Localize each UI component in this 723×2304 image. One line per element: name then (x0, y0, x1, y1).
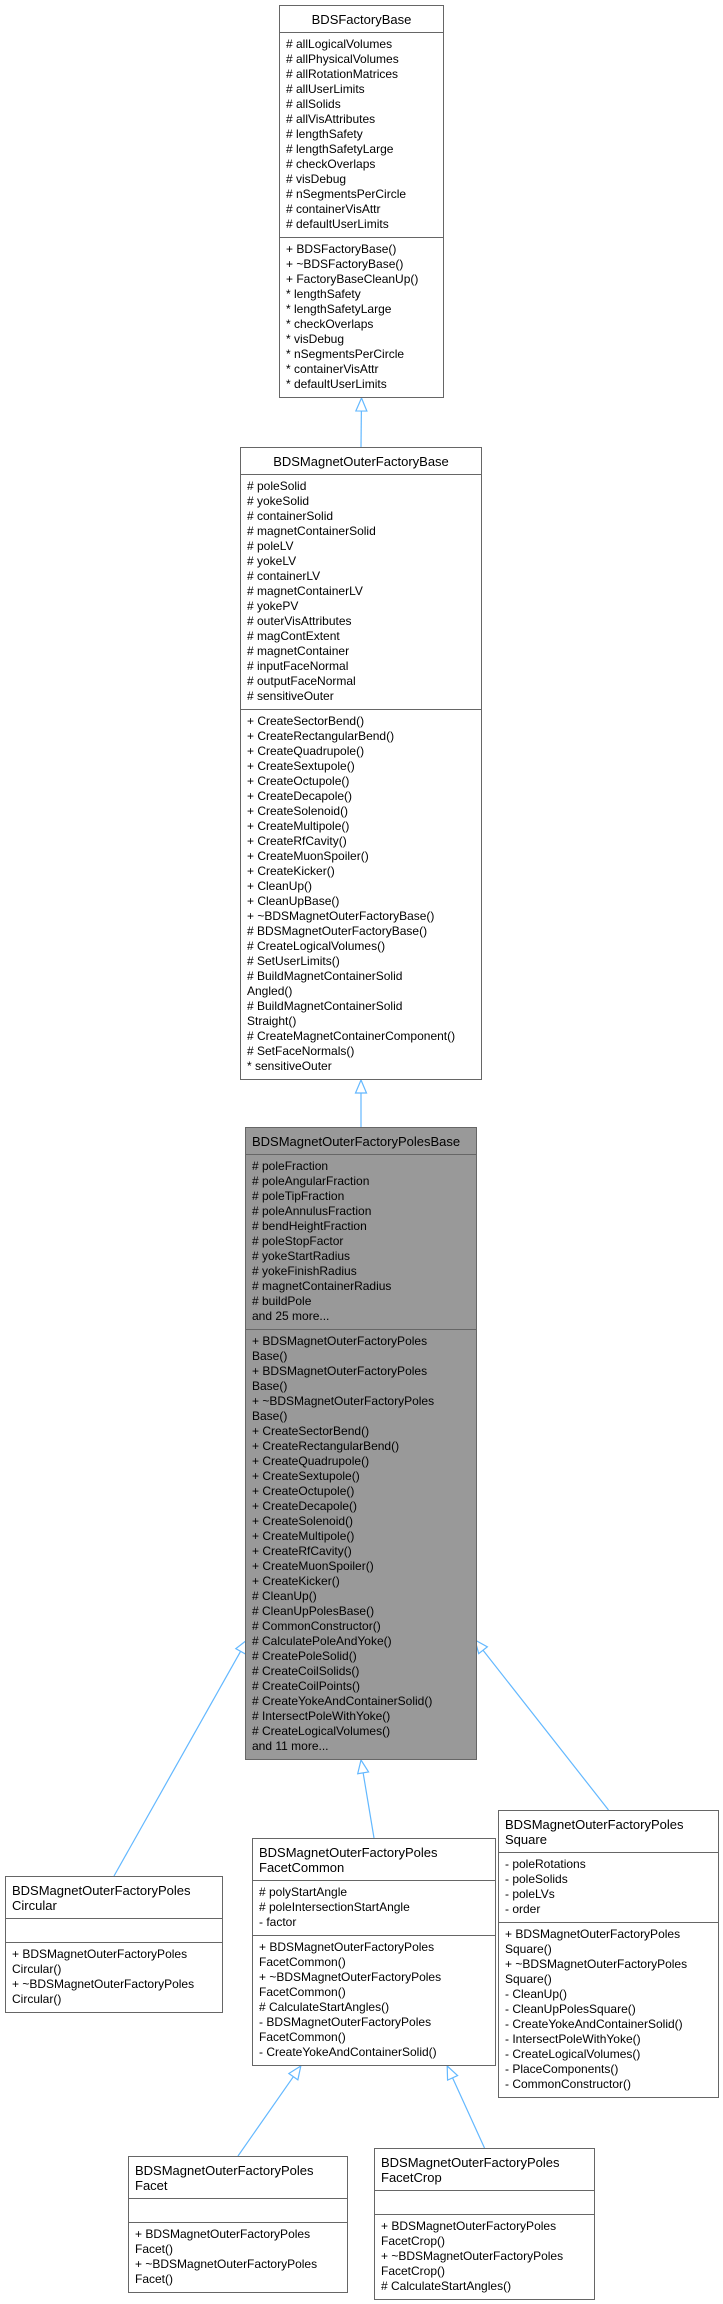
member-line: # containerVisAttr (286, 202, 381, 216)
member-line: + CreateKicker() (247, 864, 335, 878)
member-line: # nSegmentsPerCircle (286, 187, 407, 201)
member-line: # poleIntersectionStartAngle (259, 1900, 410, 1914)
class-node-bdsmagnetouterfactorypolescircular[interactable] (5, 1876, 223, 2013)
member-line: BDSMagnetOuterFactoryPoles (135, 2163, 314, 2178)
inheritance-arrowhead (358, 1760, 369, 1774)
member-line: Base() (252, 1349, 288, 1363)
member-line: + CreateRectangularBend() (252, 1439, 400, 1453)
member-line: # CleanUp() (252, 1589, 317, 1603)
member-line: # BuildMagnetContainerSolid (247, 969, 403, 983)
class-node-bdsmagnetouterfactorypolessquare[interactable] (498, 1810, 719, 2098)
member-line: + ~BDSMagnetOuterFactoryPoles (252, 1394, 435, 1408)
inheritance-edge (363, 1773, 374, 1838)
member-line: # defaultUserLimits (286, 217, 389, 231)
member-line: # CleanUpPolesBase() (252, 1604, 375, 1618)
method-list (246, 1329, 476, 1759)
member-line: + CleanUp() (247, 879, 313, 893)
member-line: + BDSMagnetOuterFactoryPoles (381, 2219, 557, 2233)
member-line: + ~BDSFactoryBase() (286, 257, 404, 271)
member-line: Square() (505, 1942, 552, 1956)
member-line: # outputFaceNormal (247, 674, 356, 688)
member-line: FacetCrop() (381, 2264, 446, 2278)
member-line: Circular (12, 1898, 57, 1913)
member-line: FacetCommon (259, 1860, 345, 1875)
inheritance-edge (453, 2078, 485, 2148)
member-line: # allUserLimits (286, 82, 365, 96)
class-node-bdsmagnetouterfactorypolesbase[interactable] (245, 1127, 477, 1760)
member-line: + ~BDSMagnetOuterFactoryPoles (259, 1970, 442, 1984)
method-list (6, 1942, 222, 2012)
class-title (499, 1811, 718, 1853)
member-line: + ~BDSMagnetOuterFactoryPoles (12, 1977, 195, 1991)
class-node-bdsmagnetouterfactorybase[interactable] (240, 447, 482, 1080)
member-line: Angled() (247, 984, 293, 998)
member-line: + CreateDecapole() (247, 789, 353, 803)
attribute-list (246, 1155, 476, 1329)
attribute-list (241, 475, 481, 709)
inheritance-arrowhead (356, 398, 367, 411)
method-list (375, 2214, 594, 2299)
member-line: and 11 more... (252, 1739, 329, 1753)
member-line: # containerSolid (247, 509, 334, 523)
member-line: # poleSolid (247, 479, 307, 493)
inheritance-arrowhead (289, 2066, 301, 2080)
member-line: - factor (259, 1915, 297, 1929)
member-line: Base() (252, 1379, 288, 1393)
member-line: FacetCommon() (259, 1985, 346, 1999)
class-title: BDSMagnetOuterFactoryPolesBase (246, 1128, 476, 1155)
member-line: # yokeFinishRadius (252, 1264, 357, 1278)
member-line: # yokePV (247, 599, 299, 613)
member-line: - CreateYokeAndContainerSolid() (259, 2045, 437, 2059)
member-line: # poleAngularFraction (252, 1174, 370, 1188)
member-line: + ~BDSMagnetOuterFactoryBase() (247, 909, 435, 923)
member-line: # allSolids (286, 97, 341, 111)
member-line: # magnetContainer (247, 644, 350, 658)
member-line: + CreateMultipole() (252, 1529, 355, 1543)
member-line: + CreateDecapole() (252, 1499, 358, 1513)
member-line: * lengthSafetyLarge (286, 302, 392, 316)
inheritance-edge (483, 1650, 608, 1810)
member-line: + CreateKicker() (252, 1574, 340, 1588)
member-line: + BDSMagnetOuterFactoryPoles (252, 1334, 428, 1348)
member-line: # outerVisAttributes (247, 614, 352, 628)
member-line: + CreateRfCavity() (252, 1544, 352, 1558)
member-line: + CleanUpBase() (247, 894, 340, 908)
member-line: - IntersectPoleWithYoke() (505, 2032, 641, 2046)
attribute-list (129, 2199, 347, 2222)
member-line: BDSMagnetOuterFactoryPoles (381, 2155, 560, 2170)
member-line: FacetCrop() (381, 2234, 446, 2248)
member-line: # poleStopFactor (252, 1234, 344, 1248)
member-line: - CreateLogicalVolumes() (505, 2047, 641, 2061)
member-line: + ~BDSMagnetOuterFactoryPoles (135, 2257, 318, 2271)
class-node-bdsmagnetouterfactorypolesfacet[interactable] (128, 2156, 348, 2293)
member-line: # yokeLV (247, 554, 297, 568)
class-node-bdsfactorybase[interactable] (279, 5, 444, 398)
member-line: + BDSMagnetOuterFactoryPoles (505, 1927, 681, 1941)
member-line: * lengthSafety (286, 287, 361, 301)
member-line: * nSegmentsPerCircle (286, 347, 405, 361)
member-line: Facet() (135, 2242, 174, 2256)
method-list (499, 1922, 718, 2097)
attribute-list (6, 1919, 222, 1942)
member-line: FacetCommon() (259, 1955, 346, 1969)
member-line: # CalculateStartAngles() (381, 2279, 512, 2293)
member-line: BDSMagnetOuterFactoryPoles (12, 1883, 191, 1898)
member-line: + CreateMultipole() (247, 819, 350, 833)
member-line: + CreateSextupole() (252, 1469, 360, 1483)
member-line: + BDSMagnetOuterFactoryPoles (252, 1364, 428, 1378)
member-line: # visDebug (286, 172, 347, 186)
member-line: # CreateYokeAndContainerSolid() (252, 1694, 433, 1708)
member-line: + CreateSectorBend() (247, 714, 365, 728)
member-line: # CreateMagnetContainerComponent() (247, 1029, 456, 1043)
member-line: + CreateOctupole() (252, 1484, 355, 1498)
class-node-bdsmagnetouterfactorypolesfacetcommon[interactable] (252, 1838, 496, 2066)
member-line: * containerVisAttr (286, 362, 379, 376)
member-line: + CreateSolenoid() (252, 1514, 354, 1528)
attribute-list (253, 1881, 495, 1935)
member-line: + CreateMuonSpoiler() (252, 1559, 374, 1573)
member-line: FacetCommon() (259, 2030, 346, 2044)
class-title (253, 1839, 495, 1881)
member-line: # allRotationMatrices (286, 67, 399, 81)
member-line: and 25 more... (252, 1309, 330, 1323)
member-line: Facet (135, 2178, 168, 2193)
member-line: + FactoryBaseCleanUp() (286, 272, 419, 286)
member-line: # SetFaceNormals() (247, 1044, 355, 1058)
member-line: + BDSFactoryBase() (286, 242, 397, 256)
member-line: # CreatePoleSolid() (252, 1649, 357, 1663)
member-line: + CreateQuadrupole() (252, 1454, 370, 1468)
member-line: + CreateRectangularBend() (247, 729, 395, 743)
inheritance-edge (114, 1651, 241, 1876)
member-line: + CreateQuadrupole() (247, 744, 365, 758)
member-line: Square() (505, 1972, 552, 1986)
member-line: + BDSMagnetOuterFactoryPoles (259, 1940, 435, 1954)
member-line: # SetUserLimits() (247, 954, 340, 968)
member-line: * sensitiveOuter (247, 1059, 332, 1073)
member-line: # poleFraction (252, 1159, 329, 1173)
member-line: # bendHeightFraction (252, 1219, 367, 1233)
attribute-list (280, 33, 443, 237)
member-line: + CreateSextupole() (247, 759, 355, 773)
inheritance-edge (238, 2077, 293, 2156)
member-line: # inputFaceNormal (247, 659, 349, 673)
member-line: # buildPole (252, 1294, 312, 1308)
empty-section (135, 2203, 341, 2217)
class-title (375, 2149, 594, 2191)
member-line: - CleanUpPolesSquare() (505, 2002, 636, 2016)
class-title (129, 2157, 347, 2199)
member-line: Facet() (135, 2272, 174, 2286)
member-line: + ~BDSMagnetOuterFactoryPoles (381, 2249, 564, 2263)
member-line: + CreateMuonSpoiler() (247, 849, 369, 863)
member-line: BDSMagnetOuterFactoryPoles (505, 1817, 684, 1832)
inheritance-arrowhead (356, 1080, 367, 1093)
member-line: # CreateCoilSolids() (252, 1664, 360, 1678)
member-line: + ~BDSMagnetOuterFactoryPoles (505, 1957, 688, 1971)
member-line: + CreateRfCavity() (247, 834, 347, 848)
member-line: # yokeStartRadius (252, 1249, 351, 1263)
method-list (253, 1935, 495, 2065)
member-line: * visDebug (286, 332, 345, 346)
member-line: # allPhysicalVolumes (286, 52, 399, 66)
class-node-bdsmagnetouterfactorypolesfacetcrop[interactable] (374, 2148, 595, 2300)
inheritance-arrowhead (447, 2066, 457, 2080)
member-line: + CreateSolenoid() (247, 804, 349, 818)
member-line: * defaultUserLimits (286, 377, 387, 391)
empty-section (12, 1923, 216, 1937)
member-line: # IntersectPoleWithYoke() (252, 1709, 391, 1723)
attribute-list (499, 1853, 718, 1922)
empty-section (381, 2195, 588, 2209)
member-line: # lengthSafetyLarge (286, 142, 394, 156)
member-line: # sensitiveOuter (247, 689, 334, 703)
method-list (241, 709, 481, 1079)
member-line: # magnetContainerSolid (247, 524, 376, 538)
member-line: # CreateCoilPoints() (252, 1679, 361, 1693)
class-title: BDSFactoryBase (280, 6, 443, 33)
member-line: Circular() (12, 1992, 62, 2006)
member-line: + BDSMagnetOuterFactoryPoles (12, 1947, 188, 1961)
member-line: # containerLV (247, 569, 321, 583)
member-line: - BDSMagnetOuterFactoryPoles (259, 2015, 432, 2029)
member-line: # poleTipFraction (252, 1189, 345, 1203)
member-line: Square (505, 1832, 547, 1847)
member-line: BDSMagnetOuterFactoryPoles (259, 1845, 438, 1860)
member-line: # magContExtent (247, 629, 340, 643)
member-line: # yokeSolid (247, 494, 310, 508)
member-line: # CommonConstructor() (252, 1619, 381, 1633)
member-line: Circular() (12, 1962, 62, 1976)
method-list (129, 2222, 347, 2292)
member-line: + CreateSectorBend() (252, 1424, 370, 1438)
member-line: # CreateLogicalVolumes() (252, 1724, 391, 1738)
member-line: - CommonConstructor() (505, 2077, 632, 2091)
class-title: BDSMagnetOuterFactoryBase (241, 448, 481, 475)
member-line: # poleLV (247, 539, 294, 553)
member-line: - PlaceComponents() (505, 2062, 619, 2076)
member-line: - CreateYokeAndContainerSolid() (505, 2017, 683, 2031)
member-line: # polyStartAngle (259, 1885, 348, 1899)
member-line: # lengthSafety (286, 127, 363, 141)
member-line: * checkOverlaps (286, 317, 374, 331)
member-line: # poleAnnulusFraction (252, 1204, 372, 1218)
attribute-list (375, 2191, 594, 2214)
member-line: + BDSMagnetOuterFactoryPoles (135, 2227, 311, 2241)
member-line: + CreateOctupole() (247, 774, 350, 788)
member-line: # checkOverlaps (286, 157, 376, 171)
member-line: Base() (252, 1409, 288, 1423)
member-line: - poleLVs (505, 1887, 555, 1901)
member-line: - order (505, 1902, 541, 1916)
method-list (280, 237, 443, 397)
member-line: # CalculatePoleAndYoke() (252, 1634, 392, 1648)
member-line: # CreateLogicalVolumes() (247, 939, 386, 953)
member-line: # BDSMagnetOuterFactoryBase() (247, 924, 428, 938)
member-line: # magnetContainerRadius (252, 1279, 392, 1293)
class-title (6, 1877, 222, 1919)
member-line: # magnetContainerLV (247, 584, 363, 598)
member-line: - poleRotations (505, 1857, 586, 1871)
member-line: # allVisAttributes (286, 112, 376, 126)
member-line: # allLogicalVolumes (286, 37, 393, 51)
member-line: FacetCrop (381, 2170, 442, 2185)
member-line: # CalculateStartAngles() (259, 2000, 390, 2014)
member-line: Straight() (247, 1014, 297, 1028)
member-line: # BuildMagnetContainerSolid (247, 999, 403, 1013)
member-line: - CleanUp() (505, 1987, 568, 2001)
member-line: - poleSolids (505, 1872, 568, 1886)
